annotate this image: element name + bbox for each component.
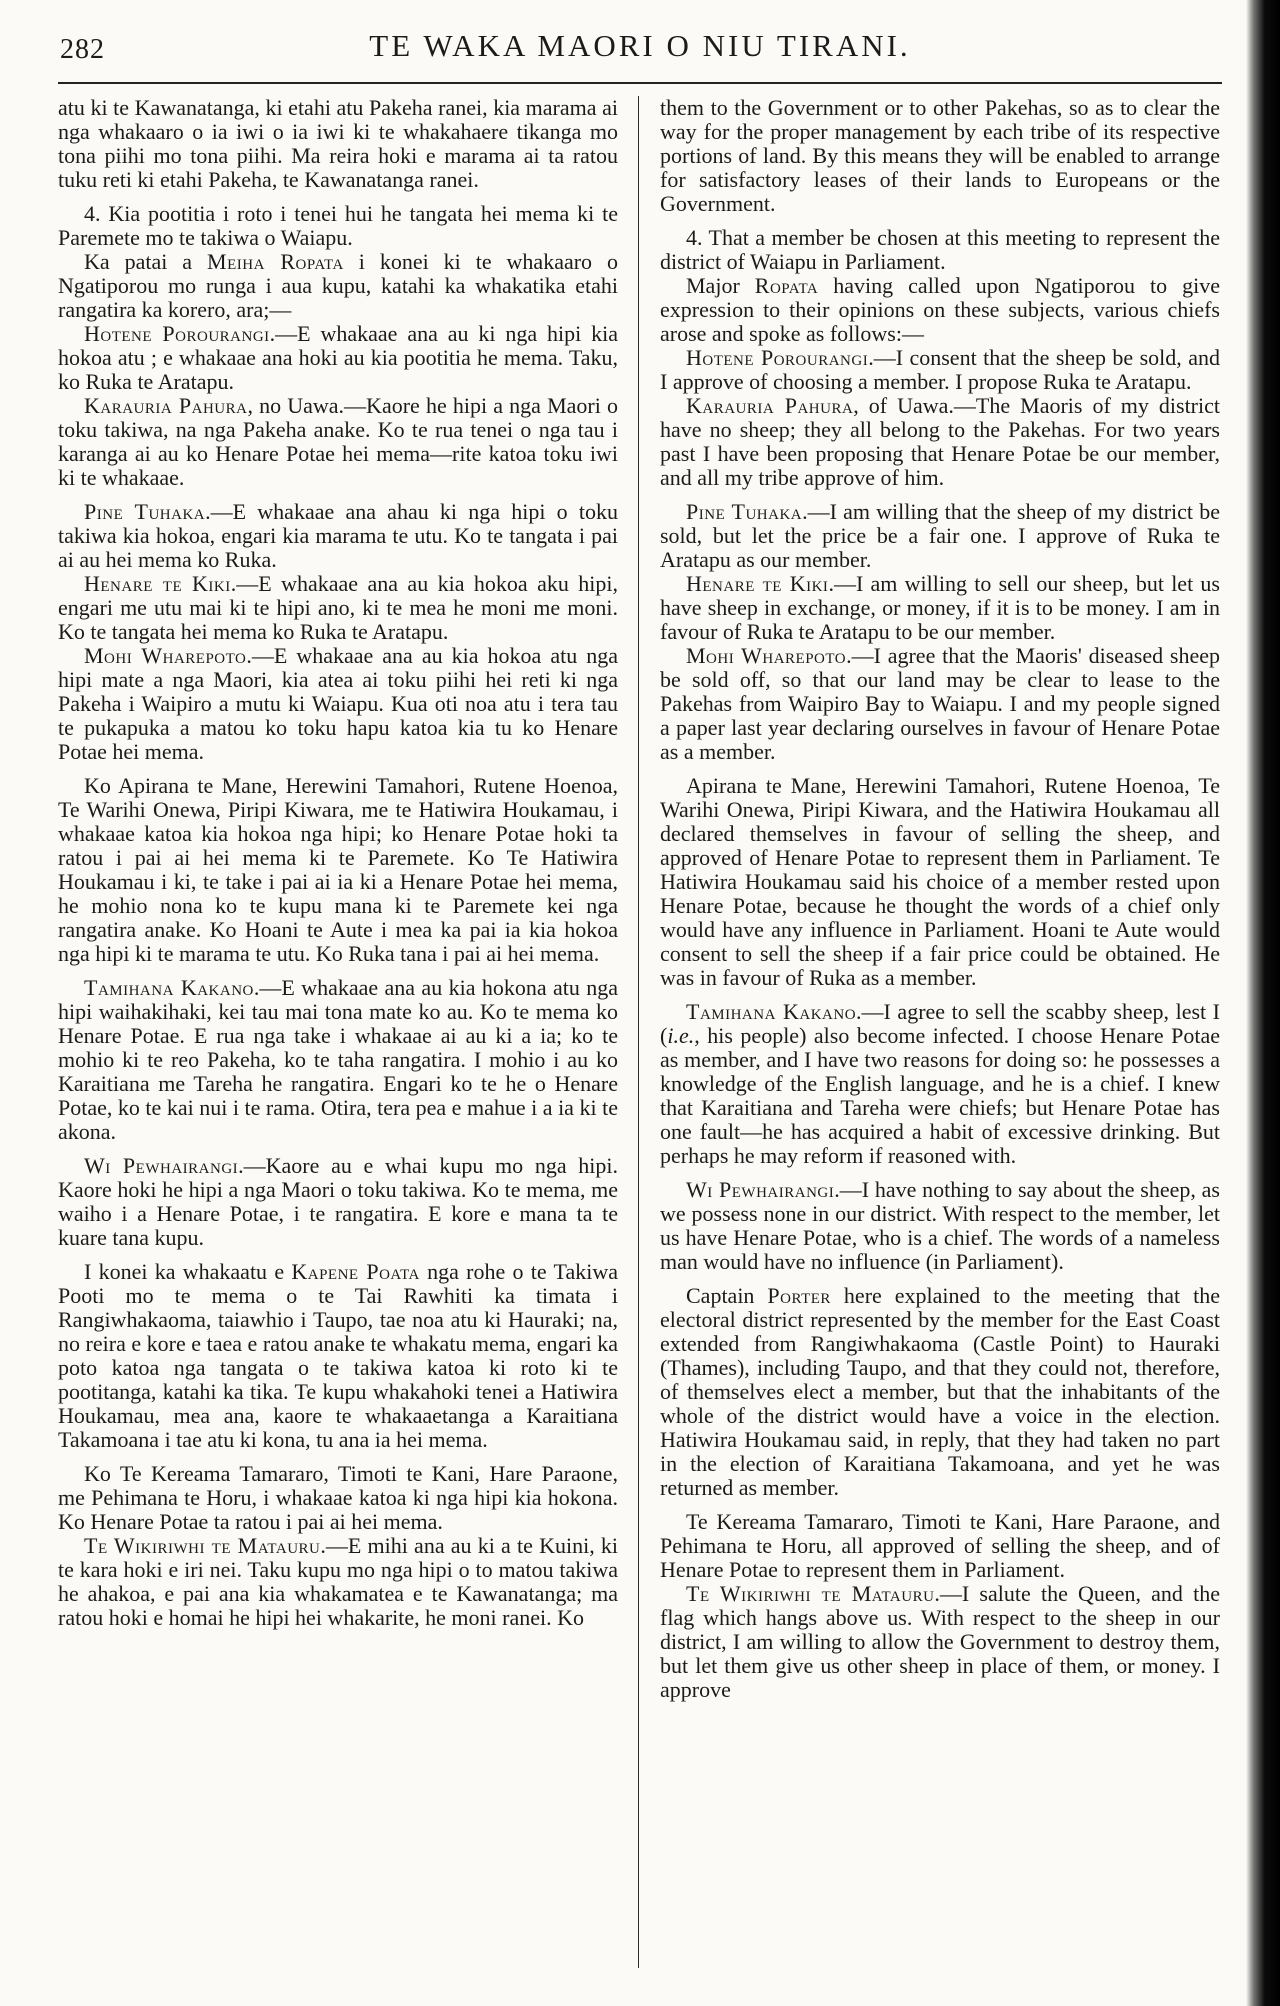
speaker-name: Henare te Kiki	[686, 571, 829, 596]
paragraph: Te Wikiriwhi te Matauru.—E mihi ana au ki a te Kuini, ki te kara hoki e iri nei. Taku kupu mo nga hipi o to matou takiwa he ahakoa, e pai ana kia whakamatea e te Kawanatanga; ma ratou hoki e homai he hipi hei whakarite, he moni ranei. Ko	[58, 1533, 618, 1630]
speaker-name: Karauria Pahura	[84, 393, 248, 418]
paragraph: Ko Te Kereama Tamararo, Timoti te Kani, Hare Paraone, me Pehimana te Horu, i whakaae katoa ki nga hipi kia hokona. Ko Henare Potae ta ratou i pai ai hei mema.	[58, 1461, 618, 1534]
page-number: 282	[60, 34, 105, 65]
paragraph: Karauria Pahura, no Uawa.—Kaore he hipi a nga Maori o toku takiwa, na nga Pakeha anake. Ko te rua tenei o nga tau i karanga ai au ko Henare Potae hei mema—rite katoa toku iwi ki te whakaae.	[58, 393, 618, 490]
speaker-name: Wi Pewhairangi	[686, 1177, 835, 1202]
paragraph: Hotene Porourangi.—E whakaae ana au ki nga hipi kia hokoa atu ; e whakaae ana hoki au kia pootitia he mema. Taku, ko Ruka te Aratapu.	[58, 321, 618, 394]
paragraph: Ko Apirana te Mane, Herewini Tamahori, Rutene Hoenoa, Te Warihi Onewa, Piripi Kiwara, me te Hatiwira Houkamau, i whakaae katoa kia hokoa nga hipi; ko Henare Potae hoki ta ratou i pai ai hei mema ki te Paremete. Ko Te Hatiwira Houkamau i ki, te take i pai ai ia ki a Henare Potae hei mema, he mohio nona ko te kupu mana ki te Paremete kei nga rangatira anake. Ko Hoani te Aute i mea ka pai ia kia hokoa nga hipi ki te marama te utu. Ko Ruka tana i pai ai hei mema.	[58, 773, 618, 966]
paragraph: Mohi Wharepoto.—I agree that the Maoris' diseased sheep be sold off, so that our land may be clear to lease to the Pakehas from Waipiro Bay to Waiapu. I and my people signed a paper last year declaring ourselves in favour of Henare Potae as a member.	[660, 643, 1220, 764]
speaker-name: Kapene Poata	[291, 1259, 420, 1284]
speaker-name: Pine Tuhaka	[84, 499, 206, 524]
paragraph: Tamihana Kakano.—I agree to sell the scabby sheep, lest I (i.e., his people) also become infected. I choose Henare Potae as member, and I have two reasons for doing so: he possesses a knowledge of the English language, and he is a chief. I knew that Karaitiana and Tareha were chiefs; but Henare Potae has one fault—he has acquired a habit of excessive drinking. But perhaps he may reform if reasoned with.	[660, 999, 1221, 1168]
masthead	[58, 24, 1222, 76]
paragraph: Mohi Wharepoto.—E whakaae ana au kia hokoa atu nga hipi mate a nga Maori, kia atea ai toku piihi hei reti ki nga Pakeha i Waipiro a mutu ki Waiapu. Kua oti noa atu i tera tau te pukapuka a matou ko toku hapu katoa kia tu ko Henare Potae hei mema.	[58, 643, 618, 764]
paragraph: Hotene Porourangi.—I consent that the sheep be sold, and I approve of choosing a member. I propose Ruka te Aratapu.	[660, 345, 1220, 394]
text-columns	[58, 96, 1222, 1968]
right-column-english	[660, 96, 1220, 1968]
paragraph: Pine Tuhaka.—I am willing that the sheep of my district be sold, but let the price be a fair one. I approve of Ruka te Aratapu as our member.	[660, 499, 1220, 572]
paragraph: Tamihana Kakano.—E whakaae ana au kia hokona atu nga hipi waihakihaki, kei tau mai tona mate ko au. Ko te mema ko Henare Potae. E rua nga take i whakaae ai au ki a ia; ko te mohio ki te reo Pakeha, ko te taha rangatira. I mohio i au ko Karaitiana me Tareha he rangatira. Engari ko te he o Henare Potae, ko te kai nui i te rama. Otira, tera pea e mahue i a ia ki te akona.	[58, 975, 619, 1144]
page-title: TE WAKA MAORI O NIU TIRANI.	[369, 28, 911, 63]
column-divider-rule	[638, 96, 639, 1968]
paragraph: Captain Porter here explained to the meeting that the electoral district represented by the member for the East Coast extended from Rangiwhakaoma (Castle Point) to Hauraki (Thames), including Taupo, and that they could not, therefore, of themselves elect a member, but that the inhabitants of the whole of the district would have a voice in the election. Hatiwira Houkamau said, in reply, that they had taken no part in the election of Karaitiana Takamoana, and yet he was returned as member.	[660, 1283, 1220, 1500]
speaker-name: Wi Pewhairangi	[84, 1153, 239, 1178]
paragraph: Major Ropata having called upon Ngatiporou to give expression to their opinions on these subjects, various chiefs arose and spoke as follows:—	[660, 273, 1220, 346]
speaker-name: Hotene Porourangi	[686, 345, 869, 370]
paragraph: 4. That a member be chosen at this meeting to represent the district of Waiapu in Parliament.	[660, 225, 1220, 274]
paragraph: atu ki te Kawanatanga, ki etahi atu Pakeha ranei, kia marama ai nga whakaaro o ia iwi o ia iwi ki te whakahaere tikanga mo tona piihi mo tona piihi. Ma reira hoki e marama ai ta ratou tuku reti ki etahi Pakeha, te Kawanatanga ranei.	[58, 95, 618, 192]
paragraph: I konei ka whakaatu e Kapene Poata nga rohe o te Takiwa Pooti mo te mema o te Tai Rawhiti ka timata i Rangiwhakaoma, taiawhio i Taupo, tae noa atu ki Hauraki; na, no reira e kore e taea e ratou anake te whakatu mema, engari ka poto katoa nga tangata o te takiwa katoa ki roto ki te pootitanga, katahi ka tika. Te kupu whakahoki tenei a Hatiwira Houkamau, mea ana, kaore te whakaaetanga a Karaitiana Takamoana i tae atu ki kona, tu ana ia hei mema.	[58, 1259, 618, 1452]
paragraph: Karauria Pahura, of Uawa.—The Maoris of my district have no sheep; they all belong to the Pakehas. For two years past I have been proposing that Henare Potae be our member, and all my tribe approve of him.	[660, 393, 1220, 490]
paragraph: Te Wikiriwhi te Matauru.—I salute the Queen, and the flag which hangs above us. With respect to the sheep in our district, I am willing to allow the Government to destroy them, but let them give us other sheep in place of them, or money. I approve	[660, 1581, 1220, 1702]
paragraph: Pine Tuhaka.—E whakaae ana ahau ki nga hipi o toku takiwa kia hokoa, engari kia marama te utu. Ko te tangata i pai ai au hei mema ko Ruka.	[58, 499, 618, 572]
paragraph: Apirana te Mane, Herewini Tamahori, Rutene Hoenoa, Te Warihi Onewa, Piripi Kiwara, and the Hatiwira Houkamau all declared themselves in favour of selling the sheep, and approved of Henare Potae to represent them in Parliament. Te Hatiwira Houkamau said his choice of a member rested upon Henare Potae, because he thought the words of a chief only would have any influence in Parliament. Hoani te Aute would consent to sell the sheep if a fair price could be obtained. He was in favour of Ruka as a member.	[660, 773, 1220, 990]
speaker-name: Henare te Kiki	[84, 571, 231, 596]
left-column-maori	[58, 96, 618, 1968]
speaker-name: Mohi Wharepoto	[686, 643, 847, 668]
speaker-name: Tamihana Kakano	[686, 999, 857, 1024]
speaker-name: Mohi Wharepoto	[84, 643, 247, 668]
header-rule	[58, 82, 1222, 84]
speaker-name: Porter	[767, 1283, 831, 1308]
paragraph: Henare te Kiki.—I am willing to sell our sheep, but let us have sheep in exchange, or money, if it is to be money. I am in favour of Ruka te Aratapu to be our member.	[660, 571, 1220, 644]
paragraph: Henare te Kiki.—E whakaae ana au kia hokoa aku hipi, engari me utu mai ki te hipi ano, ki te mea he moni me moni. Ko te tangata hei mema ko Ruka te Aratapu.	[58, 571, 619, 644]
paragraph: them to the Government or to other Pakehas, so as to clear the way for the proper management by each tribe of its respective portions of land. By this means they will be enabled to arrange for satisfactory leases of their lands to Europeans or the Government.	[660, 95, 1220, 216]
speaker-name: Te Wikiriwhi te Matauru	[686, 1581, 935, 1606]
speaker-name: Hotene Porourangi	[84, 321, 270, 346]
speaker-name: Meiha Ropata	[207, 249, 344, 274]
paragraph: 4. Kia pootitia i roto i tenei hui he tangata hei mema ki te Paremete mo te takiwa o Waiapu.	[58, 201, 618, 250]
speaker-name: Pine Tuhaka	[686, 499, 803, 524]
paragraph: Wi Pewhairangi.—Kaore au e whai kupu mo nga hipi. Kaore hoki he hipi a nga Maori o toku takiwa. Ko te mema, me waiho i a Henare Potae, i te rangatira. E kore e mana ta te kuare tana kupu.	[58, 1153, 618, 1250]
italic-text: i.e.	[667, 1023, 695, 1048]
paragraph: Wi Pewhairangi.—I have nothing to say about the sheep, as we possess none in our district. With respect to the member, let us have Henare Potae, who is a chief. The words of a nameless man would have no influence (in Parliament).	[660, 1177, 1220, 1274]
paragraph: Te Kereama Tamararo, Timoti te Kani, Hare Paraone, and Pehimana te Horu, all approved of selling the sheep, and of Henare Potae to represent them in Parliament.	[660, 1509, 1220, 1582]
paragraph: Ka patai a Meiha Ropata i konei ki te whakaaro o Ngatiporou mo runga i aua kupu, katahi ka whakatika etahi rangatira ka korero, ara;—	[58, 249, 618, 322]
speaker-name: Karauria Pahura	[686, 393, 854, 418]
speaker-name: Ropata	[754, 273, 819, 298]
scan-edge-artifact	[1246, 0, 1280, 2006]
speaker-name: Tamihana Kakano	[84, 975, 254, 1000]
speaker-name: Te Wikiriwhi te Matauru	[84, 1533, 321, 1558]
